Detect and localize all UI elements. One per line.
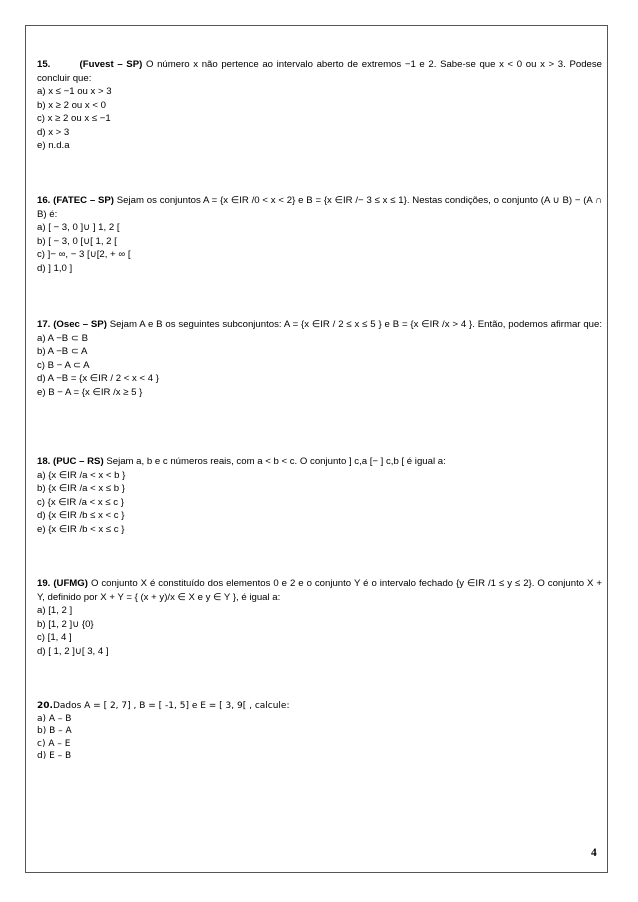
question-17	[37, 318, 602, 399]
question-stem	[37, 318, 602, 345]
question-text: O número x não pertence ao intervalo aberto de extremos −1 e 2. Sabe-se que x < 0 ou x > 3. Podese concluir que:	[37, 59, 602, 84]
question-source: (UFMG)	[53, 578, 88, 589]
option: b) [ − 3, 0 [∪[ 1, 2 [	[37, 235, 117, 247]
option: c) [1, 4 ]	[37, 632, 72, 643]
option: e) {x ∈IR /b < x ≤ c }	[37, 523, 125, 535]
question-text: Sejam os conjuntos A = {x ∈IR /0 < x < 2} e B = {x ∈IR /− 3 ≤ x ≤ 1}. Nestas condições, o conjunto (A ∪ B) − (A ∩ B) é:	[37, 195, 602, 220]
question-20	[37, 700, 602, 763]
option: b) [1, 2 ]∪ {0}	[37, 618, 94, 630]
question-number: 15.	[37, 59, 51, 70]
question-stem	[37, 455, 602, 469]
option: b) x ≥ 2 ou x < 0	[37, 99, 106, 111]
question-number: 20.	[37, 701, 53, 711]
question-18	[37, 455, 602, 536]
question-19	[37, 577, 602, 658]
question-16	[37, 194, 602, 275]
option: c) A – E	[37, 738, 71, 749]
question-source: (Fuvest – SP)	[79, 59, 143, 70]
question-stem	[37, 700, 602, 713]
question-source: (FATEC – SP)	[53, 195, 114, 206]
question-number: 19.	[37, 578, 51, 589]
question-text: Sejam A e B os seguintes subconjuntos: A = {x ∈IR / 2 ≤ x ≤ 5 } e B = {x ∈IR /x > 4 }. Então, podemos afirmar que: a) A −B ⊂ B	[37, 319, 603, 344]
page-number: 4	[591, 847, 597, 859]
question-stem	[37, 194, 602, 221]
option: d) A −B = {x ∈IR / 2 < x < 4 }	[37, 373, 159, 384]
question-stem	[37, 58, 602, 85]
option: a) A – B	[37, 713, 72, 724]
question-text: Dados A = [ 2, 7] , B = [ -1, 5] e E = [ 3, 9[ , calcule:	[52, 701, 290, 711]
question-stem	[37, 577, 602, 604]
option: d) ] 1,0 ]	[37, 262, 73, 274]
question-15	[37, 58, 602, 153]
option: c) {x ∈IR /a < x ≤ c }	[37, 496, 124, 508]
question-source: (PUC – RS)	[53, 456, 104, 467]
option: b) B – A	[37, 726, 72, 736]
option: c) x ≥ 2 ou x ≤ −1	[37, 113, 111, 124]
option: e) B − A = {x ∈IR /x ≥ 5 }	[37, 386, 143, 398]
option: a) {x ∈IR /a < x < b }	[37, 469, 126, 481]
question-number: 18.	[37, 456, 51, 467]
option: d) [ 1, 2 ]∪[ 3, 4 ]	[37, 645, 109, 657]
option: c) ]− ∞, − 3 [∪[2, + ∞ [	[37, 249, 131, 260]
option: e) n.d.a	[37, 140, 70, 151]
question-text: Sejam a, b e c números reais, com a < b < c. O conjunto ] c,a [− ] c,b [ é igual a:	[106, 456, 446, 467]
option: a) [ − 3, 0 ]∪ ] 1, 2 [	[37, 222, 120, 233]
question-number: 17.	[37, 319, 51, 330]
option: c) B − A ⊂ A	[37, 359, 90, 371]
option: d) {x ∈IR /b ≤ x < c }	[37, 510, 125, 521]
option: a) [1, 2 ]	[37, 605, 73, 616]
option: a) x ≤ −1 ou x > 3	[37, 86, 112, 97]
question-source: (Osec – SP)	[53, 319, 107, 330]
question-number: 16.	[37, 195, 51, 206]
option: d) x > 3	[37, 126, 70, 138]
option: b) A −B ⊂ A	[37, 346, 88, 357]
question-text: O conjunto X é constituído dos elementos 0 e 2 e o conjunto Y é o intervalo fechado {y ∈IR /1 ≤ y ≤ 2}. O conjunto X + Y, definido por X + Y = { (x + y)/x ∈ X e y ∈ Y }, é igual a:	[37, 578, 603, 603]
option: b) {x ∈IR /a < x ≤ b }	[37, 483, 126, 494]
option: d) E – B	[37, 751, 72, 761]
